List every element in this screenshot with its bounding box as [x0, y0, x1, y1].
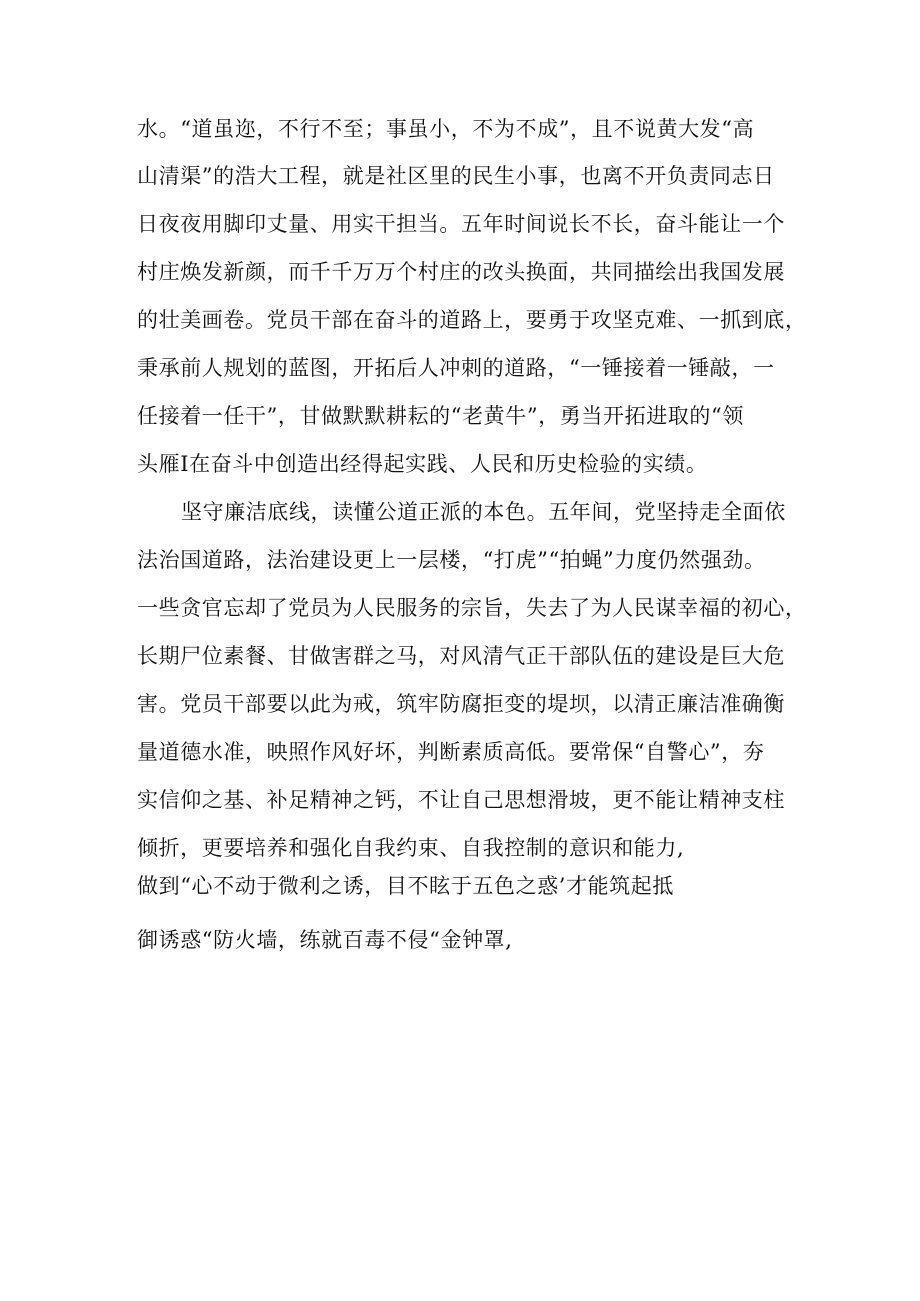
paragraph-line: 日夜夜用脚印丈量、用实干担当。五年时间说长不长，奋斗能让一个	[137, 212, 785, 236]
paragraph-line: 御诱惑“防火墙，练就百毒不侵“金钟罩,	[137, 928, 513, 952]
paragraph-line: 的壮美画卷。党员干部在奋斗的道路上，要勇于攻坚克难、一抓到底，	[137, 308, 807, 332]
paragraph-line: 一些贪官忘却了党员为人民服务的宗旨，失去了为人民谋幸福的初心，	[137, 596, 807, 620]
paragraph-line: 实信仰之基、补足精神之钙，不让自己思想滑坡，更不能让精神支柱	[137, 788, 785, 812]
paragraph-line: 倾折，更要培养和强化自我约束、自我控制的意识和能力,	[137, 836, 685, 860]
paragraph-line: 秉承前人规划的蓝图，开拓后人冲刺的道路，“一锤接着一锤敲，一	[137, 356, 775, 380]
paragraph-line: 量道德水准，映照作风好坏，判断素质高低。要常保“自警心”，夯	[137, 740, 765, 764]
paragraph-line: 害。党员干部要以此为戒，筑牢防腐拒变的堤坝，以清正廉洁准确衡	[137, 692, 785, 716]
paragraph-line: 水。“道虽迩，不行不至；事虽小，不为不成”，且不说黄大发“高	[137, 117, 755, 141]
paragraph-line: 做到“心不动于微利之诱，目不眩于五色之惑’才能筑起抵	[137, 874, 675, 898]
paragraph-line: 长期尸位素餐、甘做害群之马，对风清气正干部队伍的建设是巨大危	[137, 644, 785, 668]
paragraph-line: 头雁Ⅰ在奋斗中创造出经得起实践、人民和历史检验的实绩。	[137, 452, 708, 476]
paragraph-line: 法治国道路，法治建设更上一层楼，“打虎”“拍蝇”力度仍然强劲。	[137, 548, 766, 572]
paragraph-line: 坚守廉洁底线，读懂公道正派的本色。五年间，党坚持走全面依	[181, 500, 786, 524]
paragraph-line: 任接着一任干”，甘做默默耕耘的“老黄牛”，勇当开拓进取的“领	[137, 404, 744, 428]
paragraph-line: 村庄焕发新颜，而千千万万个村庄的改头换面，共同描绘出我国发展	[137, 260, 785, 284]
paragraph-line: 山清渠”的浩大工程，就是社区里的民生小事，也离不开负责同志日	[137, 164, 775, 188]
